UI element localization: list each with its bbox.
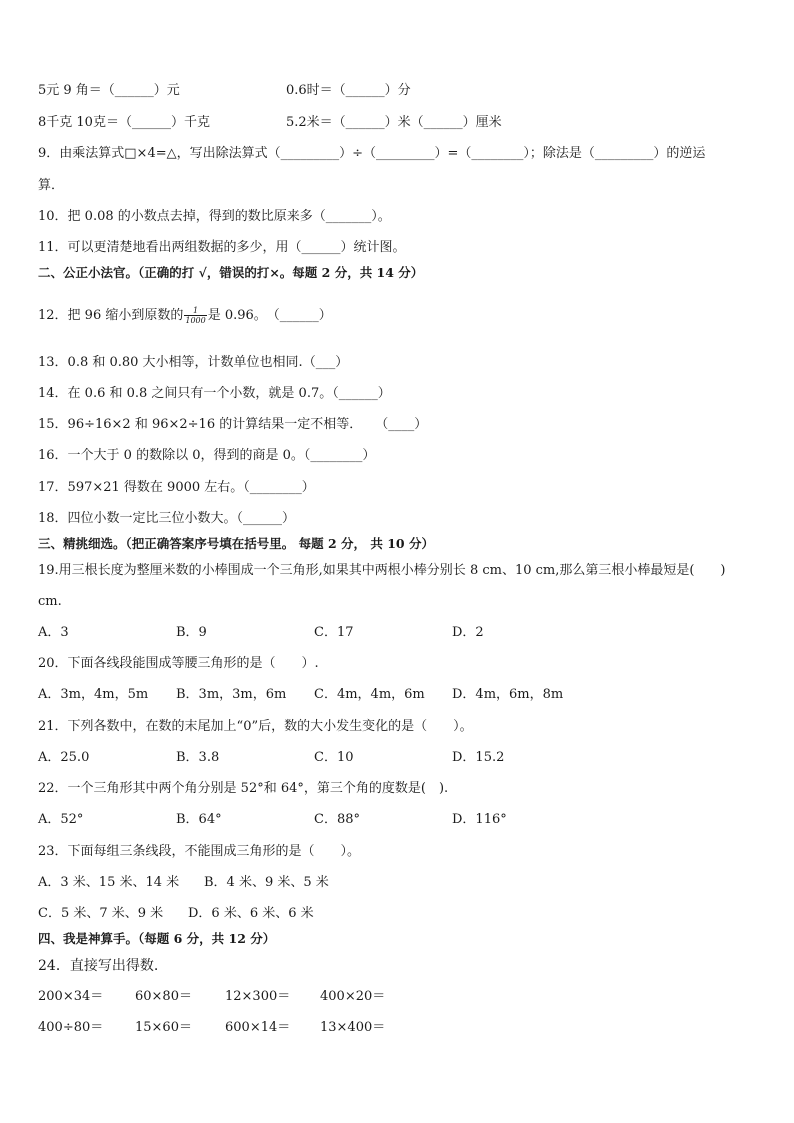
fraction-numerator: 1 [184,306,206,316]
q20-option-a: A．3m，4m，5m [38,687,149,702]
q19-option-b: B．9 [176,625,207,640]
question-24: 24．直接写出得数. [38,958,159,974]
section-3-heading: 三、精挑细选。（把正确答案序号填在括号里。 每题 2 分， 共 10 分） [38,536,434,551]
question-9-line2: 算． [38,178,65,193]
calc-item: 400×20＝ [320,989,386,1004]
q20-option-c: C．4m，4m，6m [314,687,425,702]
q20-option-b: B．3m，3m，6m [176,687,287,702]
q21-option-d: D．15.2 [452,750,505,765]
question-19-line2: cm. [38,594,62,609]
calc-item: 400÷80＝ [38,1020,104,1035]
q22-option-c: C．88° [314,812,360,827]
section-2-heading: 二、公正小法官。（正确的打 √，错误的打×。每题 2 分，共 14 分） [38,265,424,280]
q19-option-a: A．3 [38,625,69,640]
q21-option-c: C．10 [314,750,354,765]
q22-option-a: A．52° [38,812,84,827]
calc-item: 12×300＝ [225,989,291,1004]
question-22: 22．一个三角形其中两个角分别是 52°和 64°，第三个角的度数是( ). [38,781,449,796]
q21-option-b: B．3.8 [176,750,220,765]
q21-option-a: A．25.0 [38,750,90,765]
question-14: 14．在 0.6 和 0.8 之间只有一个小数，就是 0.7。（______） [38,386,391,401]
calc-item: 600×14＝ [225,1020,291,1035]
q20-option-d: D．4m，6m，8m [452,687,564,702]
question-9-line1: 9．由乘法算式□×4=△，写出除法算式（_________）÷（_________）=（________）；除法是（_________）的逆运 [38,146,706,161]
calc-item: 200×34＝ [38,989,104,1004]
section-4-heading: 四、我是神算手。（每题 6 分，共 12 分） [38,931,276,946]
q23-option-b: B．4 米、9 米、5 米 [204,875,329,890]
question-11: 11．可以更清楚地看出两组数据的多少，用（______）统计图。 [38,240,406,255]
question-16: 16．一个大于 0 的数除以 0，得到的商是 0。（________） [38,448,376,463]
question-15: 15．96÷16×2 和 96×2÷16 的计算结果一定不相等． （____） [38,417,428,432]
q8-item-meter: 5.2米＝（______）米（______）厘米 [286,115,502,130]
question-12-text: 12．把 96 缩小到原数的 [38,308,184,323]
calc-item: 15×60＝ [135,1020,192,1035]
question-18: 18．四位小数一定比三位小数大。（______） [38,511,296,526]
question-20: 20．下面各线段能围成等腰三角形的是（ ）. [38,656,319,671]
question-12 [38,306,332,325]
q8-item-kilogram: 8千克 10克＝（______）千克 [38,115,210,130]
question-21: 21．下列各数中，在数的末尾加上“0”后，数的大小发生变化的是（ ）。 [38,719,473,734]
q23-option-c: C．5 米、7 米、9 米 [38,906,164,921]
fraction [184,306,206,325]
question-23: 23．下面每组三条线段，不能围成三角形的是（ ）。 [38,844,361,859]
q22-option-d: D．116° [452,812,507,827]
question-12-tail: 是 0.96。 （______） [207,308,332,323]
question-13: 13．0.8 和 0.80 大小相等，计数单位也相同.（___） [38,355,349,370]
q22-option-b: B．64° [176,812,222,827]
q19-option-d: D．2 [452,625,484,640]
q19-option-c: C．17 [314,625,354,640]
question-17: 17．597×21 得数在 9000 左右。（________） [38,480,315,495]
question-10: 10．把 0.08 的小数点去掉，得到的数比原来多（_______）。 [38,209,391,224]
q23-option-a: A．3 米、15 米、14 米 [38,875,180,890]
q23-option-d: D．6 米、6 米、6 米 [188,906,314,921]
fraction-denominator: 1000 [185,316,206,325]
calc-item: 60×80＝ [135,989,192,1004]
q8-item-yuan: 5元 9 角＝（______）元 [38,83,180,98]
question-19-line1: 19.用三根长度为整厘米数的小棒围成一个三角形,如果其中两根小棒分别长 8 cm、10 cm,那么第三根小棒最短是( ) [38,563,726,578]
q8-item-hour: 0.6时＝（______）分 [286,83,411,98]
calc-item: 13×400＝ [320,1020,386,1035]
